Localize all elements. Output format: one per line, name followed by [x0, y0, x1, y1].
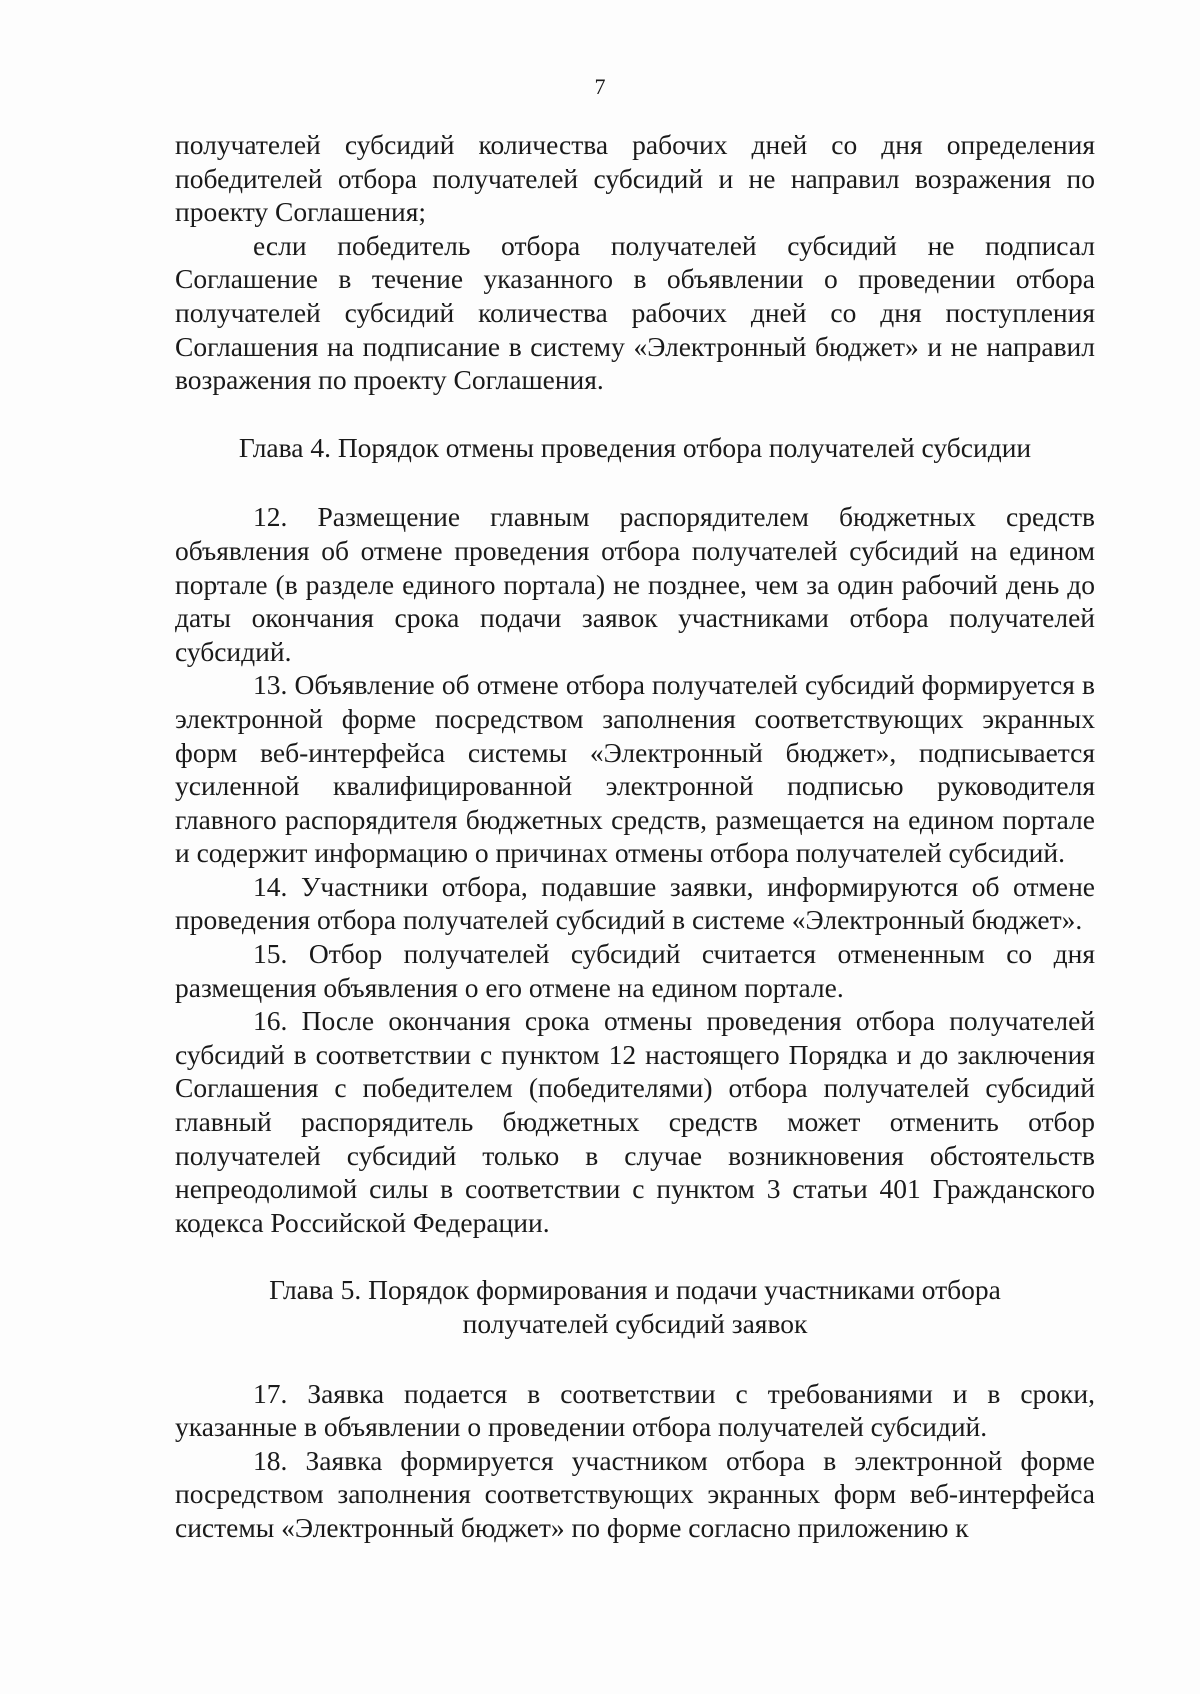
chapter-4-heading: Глава 4. Порядок отмены проведения отбора получателей субсидии	[238, 431, 1032, 463]
page-number: 7	[594, 74, 606, 99]
paragraph-unsigned-agreement: если победитель отбора получателей субсидий не подписал Соглашение в течение указанного в объявлении о проведении отбора получателей субсидий количества рабочих дней со дня поступления Соглашения на подписание в систему «Электронный бюджет» и не направил возражения по проекту Соглашения.	[175, 229, 1095, 396]
paragraph-15: 15. Отбор получателей субсидий считается отмененным со дня размещения объявления о его отмене на едином портале.	[175, 938, 1095, 1003]
paragraph-14: 14. Участники отбора, подавшие заявки, информируются об отмене проведения отбора получателей субсидий в системе «Электронный бюджет».	[175, 870, 1095, 936]
document-body	[175, 128, 1095, 1545]
paragraph-18: 18. Заявка формируется участником отбора в электронной форме посредством заполнения соответствующих экранных форм веб-интерфейса системы «Электронный бюджет» по форме согласно приложению к	[175, 1444, 1095, 1543]
paragraph-16: 16. После окончания срока отмены проведения отбора получателей субсидий в соответствии с пунктом 12 настоящего Порядка и до заключения Соглашения с победителем (победителями) отбора получателей субсидий главный распорядитель бюджетных средств может отменить отбор получателей субсидий только в случае возникновения обстоятельств непреодолимой силы в соответствии с пунктом 3 статьи 401 Гражданского кодекса Российской Федерации.	[175, 1005, 1095, 1238]
paragraph-continuation: получателей субсидий количества рабочих дней со дня определения победителей отбора получателей субсидий и не направил возражения по проекту Соглашения;	[175, 129, 1095, 228]
chapter-5-heading-line-2: получателей субсидий заявок	[462, 1308, 808, 1339]
chapter-5-heading	[175, 1273, 1095, 1340]
paragraph-12: 12. Размещение главным распорядителем бюджетных средств объявления об отмене проведения отбора получателей субсидий на едином портале (в разделе единого портала) не позднее, чем за один рабочий день до даты окончания срока подачи заявок участниками отбора получателей субсидий.	[175, 501, 1095, 667]
paragraph-13: 13. Объявление об отмене отбора получателей субсидий формируется в электронной форме посредством заполнения соответствующих экранных форм веб-интерфейса системы «Электронный бюджет», подписывается усиленной квалифицированной электронной подписью руководителя главного распорядителя бюджетных средств, размещается на едином портале и содержит информацию о причинах отмены отбора получателей субсидий.	[175, 669, 1095, 869]
paragraph-17: 17. Заявка подается в соответствии с требованиями и в сроки, указанные в объявлении о проведении отбора получателей субсидий.	[175, 1377, 1095, 1443]
chapter-5-heading-line-1: Глава 5. Порядок формирования и подачи участниками отбора	[269, 1274, 1001, 1306]
